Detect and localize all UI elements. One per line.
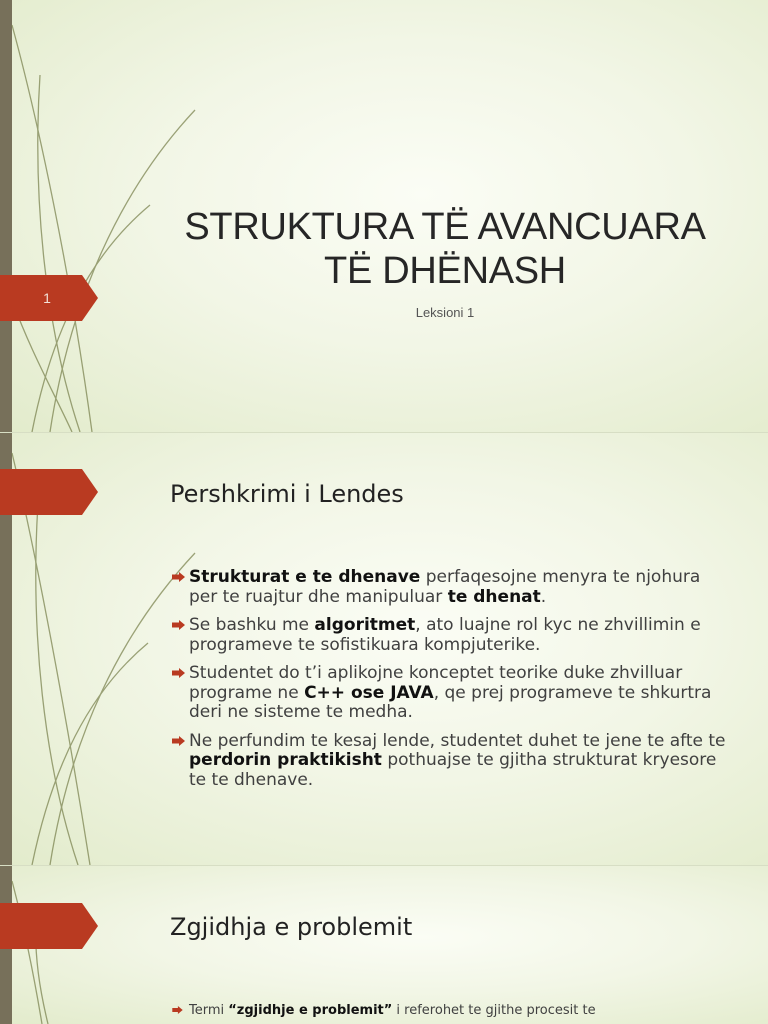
list-item: Studentet do t’i aplikojne konceptet teorike duke zhvilluar programe ne C++ ose JAVA, qe prej programeve te shkurtra deri ne sisteme te medha.: [172, 664, 732, 723]
title-line-2: TË DHËNASH: [324, 250, 566, 292]
slide-2: [0, 433, 768, 865]
slide-title: Zgjidhja e problemit: [170, 913, 413, 941]
arrow-bullet-icon: [172, 668, 185, 678]
title-marker-tab: [0, 469, 100, 515]
list-item: Strukturat e te dhenave perfaqesojne menyra te njohura per te ruajtur dhe manipuluar te dhenat.: [172, 568, 732, 607]
slide-3: [0, 866, 768, 1024]
list-item: Se bashku me algoritmet, ato luajne rol kyc ne zhvillimin e programeve te sofistikuara kompjuterike.: [172, 616, 732, 655]
title-marker-tab: [0, 903, 100, 949]
slide-subtitle: Leksioni 1: [415, 305, 475, 320]
arrow-bullet-icon: [172, 620, 185, 630]
list-item: Ne perfundim te kesaj lende, studentet duhet te jene te afte te perdorin praktikisht pothuajse te gjitha strukturat kryesore te te dhenave.: [172, 732, 732, 791]
slide-number-tab: [0, 275, 100, 321]
arrow-bullet-icon: [172, 736, 185, 746]
title-line-1: STRUKTURA TË AVANCUARA: [184, 206, 706, 248]
slide-1: [0, 0, 768, 432]
slide-number: 1: [43, 290, 51, 306]
slide-title: [160, 205, 730, 293]
bullet-list: [172, 568, 732, 799]
arrow-bullet-icon: [172, 1006, 183, 1014]
bullet-list: [172, 1003, 732, 1019]
arrow-bullet-icon: [172, 572, 185, 582]
slide-title: Pershkrimi i Lendes: [170, 480, 404, 508]
list-item: Termi “zgjidhje e problemit” i referohet te gjithe procesit te: [172, 1003, 732, 1019]
